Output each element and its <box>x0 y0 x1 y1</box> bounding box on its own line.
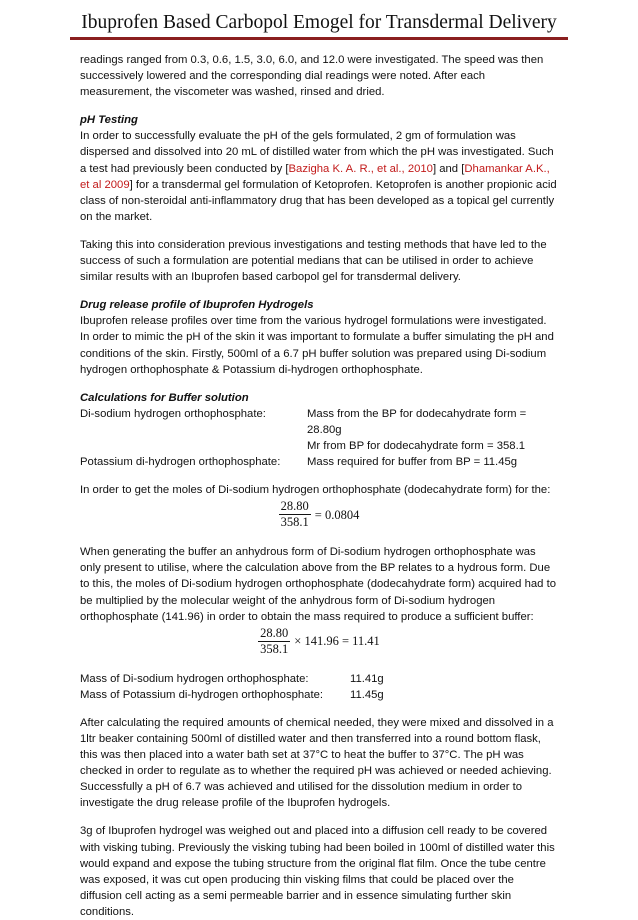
equation-moles-fraction <box>279 499 311 530</box>
mass-potassium-label: Mass of Potassium di-hydrogen orthophosphate: <box>80 688 324 701</box>
ph-paragraph-1 <box>80 128 558 225</box>
page-header-title: Ibuprofen Based Carbopol Emogel for Transdermal Delivery <box>81 12 557 33</box>
ph-text-b: ] and [ <box>432 162 465 175</box>
anhydrous-paragraph: When generating the buffer an anhydrous form of Di-sodium hydrogen orthophosphate was only present to utilise, where the calculation above from the BP relates to a hydrous form. Due to this, the moles of Di-sodium hydrogen orthophosphate (dodecahydrate form) acquired had to be multiplied by the molecular weight of the anhydrous form of Di-sodium hydrogen orthophosphate (141.96) in order to obtain the mass required to produce a sufficient buffer: <box>80 546 556 623</box>
ph-testing-heading: pH Testing <box>80 114 138 127</box>
ph-paragraph-2: Taking this into consideration previous investigations and testing methods that have led to the success of such a formulation are potential medians that can be utilised in order to achieve similar results with an Ibuprofen based carbopol gel for transdermal delivery. <box>80 238 547 284</box>
ph-text-a: In order to successfully evaluate the pH of the gels formulated, 2 gm of formulation was dispersed and dissolved into 20 mL of distilled water from which the pH was investigated. Such a test had previously been conducted by [ <box>80 130 554 175</box>
reference-link-dhamankar[interactable]: Dhamankar A.K., et al 2009 <box>80 162 550 191</box>
mass-disodium-label: Mass of Di-sodium hydrogen orthophosphate: <box>80 672 309 685</box>
calc-row-disodium-values <box>307 406 558 454</box>
calc-row-disodium <box>80 406 558 454</box>
mass-disodium-value: 11.41g <box>350 672 384 685</box>
ph-text-c: ] for a transdermal gel formulation of Ketoprofen. Ketoprofen is another propionic acid class of non-steroidal anti-inflammatory drug that has been developed as a topical gel currently on the market. <box>80 178 557 223</box>
calc-row-disodium-label: Di-sodium hydrogen orthophosphate: <box>80 407 266 420</box>
equation-moles <box>80 499 558 530</box>
document-body <box>80 52 558 920</box>
mass-potassium-value: 11.45g <box>350 688 384 701</box>
header-rule <box>70 37 568 40</box>
moles-text: In order to get the moles of Di-sodium hydrogen orthophosphate (dodecahydrate form) for the: <box>80 484 551 497</box>
drug-release-paragraph: Ibuprofen release profiles over time from the various hydrogel formulations were investigated. In order to mimic the pH of the skin it was important to formulate a buffer simulating the pH and conditions of the skin. Firstly, 500ml of a 6.7 pH buffer solution was prepared using Di-sodium hydrogen orthophosphate & Potassium di-hydrogen orthophosphate. <box>80 315 554 376</box>
equation-mass-result: × 141.96 = 11.41 <box>294 634 380 649</box>
equation-moles-denominator: 358.1 <box>280 515 309 530</box>
equation-mass-denominator: 358.1 <box>260 641 289 656</box>
equation-moles-result: = 0.0804 <box>314 507 360 522</box>
intro-paragraph: readings ranged from 0.3, 0.6, 1.5, 3.0, 6.0, and 12.0 were investigated. The speed was then successively lowered and the corresponding dial readings were noted. After each measurement, the viscometer was washed, rinsed and dried. <box>80 54 544 99</box>
diffusion-cell-paragraph: 3g of Ibuprofen hydrogel was weighed out and placed into a diffusion cell ready to be covered with visking tubing. Previously the visking tubing had been boiled in 100ml of distilled water this would expand and expose the tubing structure from the original flat film. Once the tube centre was exposed, it was cut open producing thin visking films that could be placed over the diffusion cell acting as a semi permeable barrier and in essence simulating further skin conditions. <box>80 825 555 918</box>
calc-mr-bp: Mr from BP for dodecahydrate form = 358.1 <box>307 439 525 452</box>
equation-mass-fraction <box>258 626 290 657</box>
reference-link-bazigha[interactable]: Bazigha K. A. R., et al., 2010 <box>288 162 433 175</box>
calc-row-potassium <box>80 454 558 470</box>
calc-row-potassium-label: Potassium di-hydrogen orthophosphate: <box>80 456 281 469</box>
calc-mass-bp: Mass from the BP for dodecahydrate form = 28.80g <box>307 407 527 436</box>
mass-row-disodium <box>80 671 558 687</box>
calc-row-potassium-value: Mass required for buffer from BP = 11.45g <box>307 456 518 469</box>
buffer-preparation-paragraph: After calculating the required amounts of chemical needed, they were mixed and dissolved in a 1ltr beaker containing 500ml of distilled water and then transferred into a round bottom flask, this was then placed into a water bath set at 37°C to heat the buffer to 37°C. The pH was checked in order to regulate as to whether the required pH was achieved or needed achieving. Successfully a pH of 6.7 was achieved and utilised for the dissolution medium in order to investigate the drug release profile of the Ibuprofen hydrogels. <box>80 716 554 810</box>
buffer-calculations-heading: Calculations for Buffer solution <box>80 391 249 404</box>
mass-row-potassium <box>80 687 558 703</box>
equation-mass <box>80 626 558 657</box>
equation-moles-numerator: 28.80 <box>280 499 309 514</box>
drug-release-heading: Drug release profile of Ibuprofen Hydrogels <box>80 299 314 312</box>
equation-mass-numerator: 28.80 <box>260 625 289 640</box>
